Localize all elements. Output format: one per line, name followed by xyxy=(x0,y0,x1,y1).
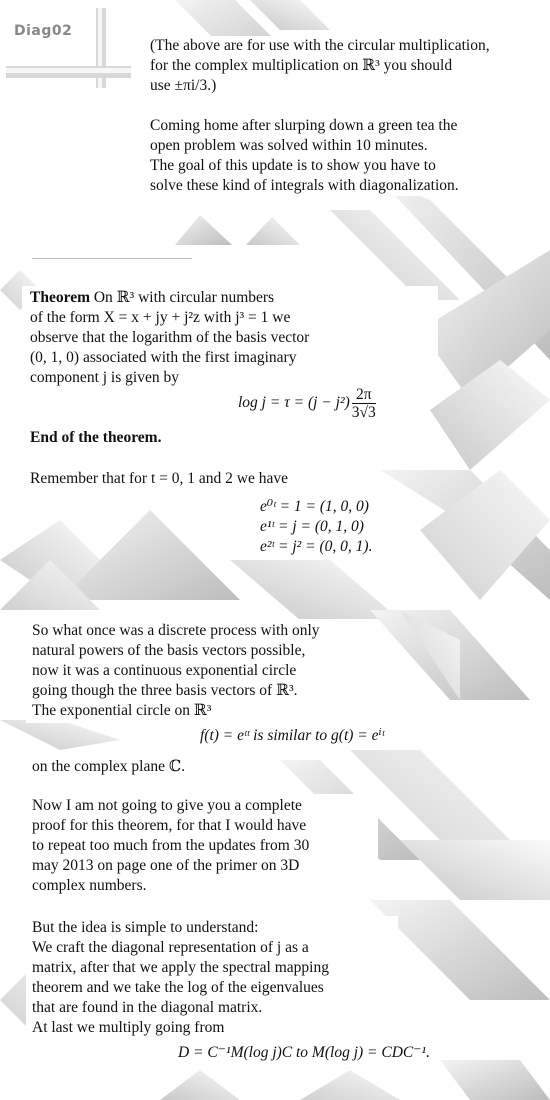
equation-line: e²ᵗ = j² = (0, 0, 1). xyxy=(260,538,373,555)
remember-equations xyxy=(256,497,376,557)
idea-line: theorem and we take the log of the eigenvalues xyxy=(32,979,324,996)
theorem-line-5: component j is given by xyxy=(30,369,179,386)
intro-line: for the complex multiplication on ℝ³ you should xyxy=(150,57,453,74)
proof-line: proof for this theorem, for that I would have xyxy=(32,817,307,834)
idea-formula: D = C⁻¹M(log j)C to M(log j) = CDC⁻¹. xyxy=(174,1043,434,1062)
discrete-line: now it was a continuous exponential circle xyxy=(32,662,297,679)
discrete-after: on the complex plane ℂ. xyxy=(26,757,191,777)
logo xyxy=(4,6,134,91)
proof-block xyxy=(26,794,378,898)
theorem-line-1: On ℝ³ with circular numbers xyxy=(89,289,275,306)
proof-line: Now I am not going to give you a complete xyxy=(32,797,302,814)
discrete-line: So what once was a discrete process with only xyxy=(32,622,320,639)
proof-line: to repeat too much from the updates from 30 xyxy=(32,837,310,854)
theorem-label: Theorem xyxy=(30,289,90,306)
formula-numerator: 2π xyxy=(352,386,376,404)
theorem-formula xyxy=(238,386,378,421)
formula-left: log j = τ = (j − j²) xyxy=(238,394,350,412)
theorem-end: End of the theorem. xyxy=(22,428,169,448)
idea-line: that are found in the diagonal matrix. xyxy=(32,999,263,1016)
paragraph-line: solve these kind of integrals with diagonalization. xyxy=(150,177,459,194)
footnote-rule xyxy=(32,258,192,259)
intro-line: (The above are for use with the circular multiplication, xyxy=(150,37,490,54)
paragraph-line: open problem was solved within 10 minutes. xyxy=(150,137,428,154)
paragraph-line: Coming home after slurping down a green tea the xyxy=(150,117,458,134)
equation-line: e¹ᵗ = j = (0, 1, 0) xyxy=(260,518,364,535)
theorem-block xyxy=(22,286,438,390)
remember-text: Remember that for t = 0, 1 and 2 we have xyxy=(22,469,358,497)
proof-line: may 2013 on page one of the primer on 3D xyxy=(32,857,300,874)
discrete-line: going though the three basis vectors of ℝ³. xyxy=(32,682,298,699)
equation-line: e⁰ᵗ = 1 = (1, 0, 0) xyxy=(260,498,369,515)
discrete-formula: f(t) = eᵗᵗ is similar to g(t) = eⁱᵗ xyxy=(196,726,388,745)
idea-line: We craft the diagonal representation of j as a xyxy=(32,939,309,956)
formula-denominator: 3√3 xyxy=(351,404,376,421)
intro-paragraph xyxy=(150,116,520,196)
formula-fraction xyxy=(352,386,376,421)
discrete-line: The exponential circle on ℝ³ xyxy=(32,702,212,719)
idea-line: At last we multiply going from xyxy=(32,1019,225,1036)
logo-cross-graphic xyxy=(4,6,134,91)
intro-line: use ±πi/3.) xyxy=(150,77,217,94)
theorem-line-2: of the form X = x + jy + j²z with j³ = 1 we xyxy=(30,309,291,326)
idea-line: But the idea is simple to understand: xyxy=(32,919,259,936)
theorem-line-4: (0, 1, 0) associated with the first imaginary xyxy=(30,349,297,366)
proof-line: complex numbers. xyxy=(32,877,147,894)
discrete-line: natural powers of the basis vectors possible, xyxy=(32,642,306,659)
logo-text: Diag02 xyxy=(14,23,73,39)
theorem-line-3: observe that the logarithm of the basis vector xyxy=(30,329,310,346)
paragraph-line: The goal of this update is to show you have to xyxy=(150,157,436,174)
idea-block xyxy=(26,916,398,1040)
intro-block xyxy=(150,36,548,96)
discrete-block xyxy=(26,619,378,723)
theorem-line xyxy=(30,288,430,308)
idea-line: matrix, after that we apply the spectral mapping xyxy=(32,959,329,976)
